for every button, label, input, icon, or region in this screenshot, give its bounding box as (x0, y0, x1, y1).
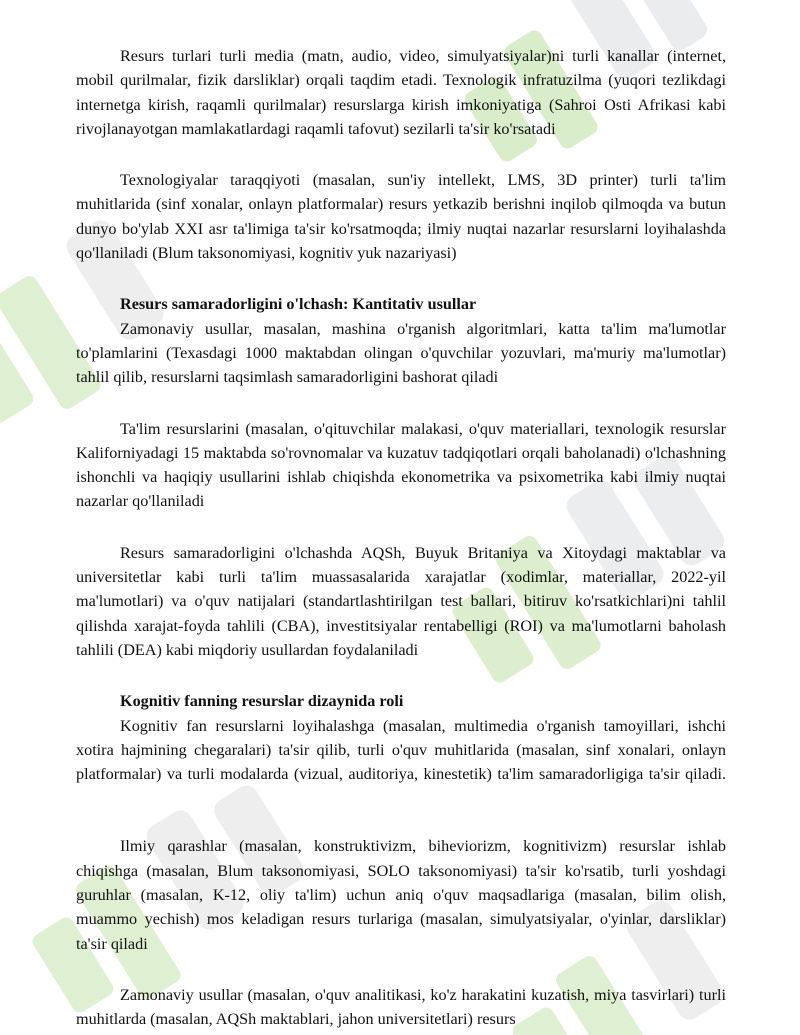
paragraph-cognitive-science: Kognitiv fan resurslarni loyihalashga (masalan, multimedia o'rganish tamoyillari, ishchi xotira hajmining chegaralari) ta'sir qilib, turli o'quv muhitlarida (masalan, sinf xonalari, onlayn platformalar) va turli modalarda (vizual, auditoriya, kinestetik) ta'lim samaradorligiga ta'sir qiladi. (76, 716, 726, 784)
paragraph-technology-progress: Texnologiyalar taraqqiyoti (masalan, sun'iy intellekt, LMS, 3D printer) turli ta'lim muhitlarida (sinf xonalar, onlayn platformalar) resurs yetkazib berishni inqilob qilmoqda va butun dunyo bo'ylab XXI asr ta'limiga ta'sir ko'rsatmoqda; ilmiy nuqtai nazarlar resurslarni loyihalashda qo'llaniladi (Blum taksonomiyasi, kognitiv yuk nazariyasi) (76, 171, 726, 263)
paragraph-spacer (76, 662, 726, 689)
paragraph-spacer (76, 390, 726, 417)
document-body (76, 44, 726, 1032)
paragraph-spacer (76, 141, 726, 168)
paragraph-spacer (76, 956, 726, 983)
paragraph-scientific-views: Ilmiy qarashlar (masalan, konstruktivizm, biheviorizm, kognitivizm) resurslar ishlab chiqishga (masalan, Blum taksonomiyasi, SOLO taksonomiyasi) ta'sir ko'rsatib, turli yoshdagi guruhlar (masalan, K-12, oliy ta'lim) uchun aniq o'quv maqsadlariga (masalan, bilim olish, muammo yechish) mos keladigan resurs turlariga (masalan, simulyatsiyalar, o'yinlar, darsliklar) ta'sir qiladi (76, 837, 726, 953)
paragraph-modern-methods-analytics: Zamonaviy usullar (masalan, o'quv analitikasi, ko'z harakatini kuzatish, miya tasvirlari) turli muhitlarda (masalan, AQSh maktablari, jahon universitetlari) resurs (76, 985, 726, 1029)
section-heading-cognitive-science: Kognitiv fanning resurslar dizaynida roli (120, 692, 404, 711)
paragraph-spacer (76, 813, 726, 834)
paragraph-modern-methods: Zamonaviy usullar, masalan, mashina o'rganish algoritmlari, katta ta'lim ma'lumotlar to'plamlarini (Texasdagi 1000 maktabdan olingan o'quvchilar yozuvlari, ma'muriy ma'lumotlar) tahlil qilib, resurslarni taqsimlash samaradorligini bashorat qiladi (76, 319, 726, 387)
paragraph-spacer (76, 786, 726, 813)
paragraph-resource-types: Resurs turlari turli media (matn, audio, video, simulyatsiyalar)ni turli kanallar (internet, mobil qurilmalar, fizik darsliklar) orqali taqdim etadi. Texnologik infratuzilma (yuqori tezlikdagi internetga kirish, raqamli qurilmalar) resurslarga kirish imkoniyatiga (Sahroi Osti Afrikasi kabi rivojlanayotgan mamlakatlardagi raqamli tafovut) sezilarli ta'sir ko'rsatadi (76, 47, 726, 138)
paragraph-quantitative-methods: Resurs samaradorligini o'lchashda AQSh, Buyuk Britaniya va Xitoydagi maktablar va universitetlar kabi turli ta'lim muassasalarida xarajatlar (xodimlar, materiallar, 2022-yil ma'lumotlari) va o'quv natijalari (standartlashtirilgan test ballari, bitiruv ko'rsatkichlari)ni tahlil qilishda xarajat-foyda tahlili (CBA), investitsiyalar rentabelligi (ROI) va ma'lumotlarni baholash tahlili (DEA) kabi miqdoriy usullardan foydalaniladi (76, 543, 726, 659)
paragraph-spacer (76, 514, 726, 541)
section-heading-measuring-efficiency: Resurs samaradorligini o'lchash: Kantitativ usullar (120, 295, 477, 314)
paragraph-education-resources: Ta'lim resurslarini (masalan, o'qituvchilar malakasi, o'quv materiallari, texnologik resurslar Kaliforniyadagi 15 maktabda so'rovnomalar va kuzatuv tadqiqotlari orqali baholanadi) o'lchashning ishonchli va haqiqiy usullarini ishlab chiqishda ekonometrika va psixometrika kabi ilmiy nuqtai nazarlar qo'llaniladi (76, 419, 726, 511)
paragraph-spacer (76, 265, 726, 292)
